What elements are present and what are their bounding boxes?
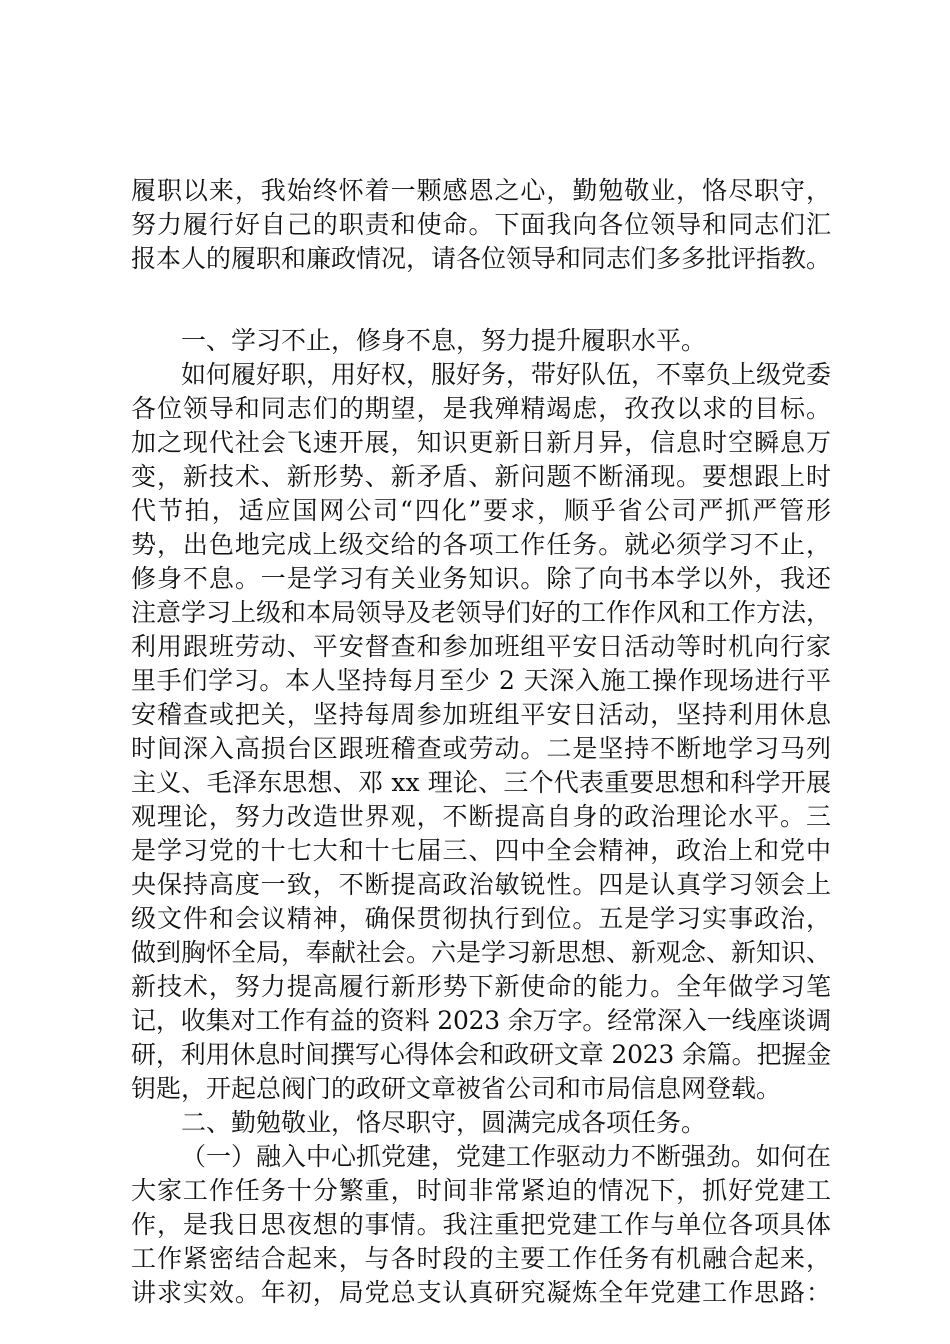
text-line: 利用跟班劳动、平安督查和参加班组平安日活动等时机向行家 [131, 632, 831, 661]
section-heading-1: 一、学习不止，修身不息，努力提升履职水平。 [181, 326, 707, 355]
text-line: 里手们学习。本人坚持每月至少 2 天深入施工操作现场进行平 [131, 666, 831, 695]
text-line: 做到胸怀全局，奉献社会。六是学习新思想、新观念、新知识、 [131, 938, 832, 967]
text-line: 大家工作任务十分繁重，时间非常紧迫的情况下，抓好党建工 [131, 1176, 831, 1205]
text-line: 新技术，努力提高履行新形势下新使命的能力。全年做学习笔 [131, 972, 831, 1001]
text-line: 代节拍，适应国网公司“四化”要求，顺乎省公司严抓严管形 [131, 496, 831, 525]
text-line: 履职以来，我始终怀着一颗感恩之心，勤勉敬业，恪尽职守， [131, 176, 831, 205]
text-line: 央保持高度一致，不断提高政治敏锐性。四是认真学习领会上 [131, 870, 831, 899]
text-line: 报本人的履职和廉政情况，请各位领导和同志们多多批评指教。 [131, 244, 832, 273]
text-line: 如何履好职，用好权，服好务，带好队伍，不辜负上级党委 [181, 360, 832, 389]
text-line: 各位领导和同志们的期望，是我殚精竭虑，孜孜以求的目标。 [131, 394, 831, 423]
section-heading-2: 二、勤勉敬业，恪尽职守，圆满完成各项任务。 [181, 1108, 707, 1137]
text-line: 时间深入高损台区跟班稽查或劳动。二是坚持不断地学习马列 [131, 734, 831, 763]
text-line: 变，新技术、新形势、新矛盾、新问题不断涌现。要想跟上时 [131, 462, 831, 491]
text-line: 级文件和会议精神，确保贯彻执行到位。五是学习实事政治， [131, 904, 831, 933]
text-line: 工作紧密结合起来，与各时段的主要工作任务有机融合起来， [131, 1244, 831, 1273]
text-line: 是学习党的十七大和十七届三、四中全会精神，政治上和党中 [131, 836, 831, 865]
text-line: 观理论，努力改造世界观，不断提高自身的政治理论水平。三 [131, 802, 831, 831]
text-line: （一）融入中心抓党建，党建工作驱动力不断强劲。如何在 [181, 1142, 832, 1171]
text-line: 修身不息。一是学习有关业务知识。除了向书本学以外，我还 [131, 564, 831, 593]
text-line: 注意学习上级和本局领导及老领导们好的工作作风和工作方法， [131, 598, 832, 627]
text-line: 作，是我日思夜想的事情。我注重把党建工作与单位各项具体 [131, 1210, 831, 1239]
text-line: 研，利用休息时间撰写心得体会和政研文章 2023 余篇。把握金 [131, 1040, 831, 1069]
text-line: 讲求实效。年初，局党总支认真研究凝炼全年党建工作思路： [131, 1278, 831, 1307]
text-line: 记，收集对工作有益的资料 2023 余万字。经常深入一线座谈调 [131, 1006, 831, 1035]
text-line: 钥匙，开起总阀门的政研文章被省公司和市局信息网登载。 [131, 1074, 782, 1103]
body-text [131, 324, 831, 1310]
text-line: 加之现代社会飞速开展，知识更新日新月异，信息时空瞬息万 [131, 428, 831, 457]
text-line: 安稽查或把关，坚持每周参加班组平安日活动，坚持利用休息 [131, 700, 831, 729]
intro-paragraph [131, 174, 831, 276]
text-line: 主义、毛泽东思想、邓 xx 理论、三个代表重要思想和科学开展 [131, 768, 831, 797]
text-line: 势，出色地完成上级交给的各项工作任务。就必须学习不止， [131, 530, 831, 559]
text-line: 努力履行好自己的职责和使命。下面我向各位领导和同志们汇 [131, 210, 831, 239]
